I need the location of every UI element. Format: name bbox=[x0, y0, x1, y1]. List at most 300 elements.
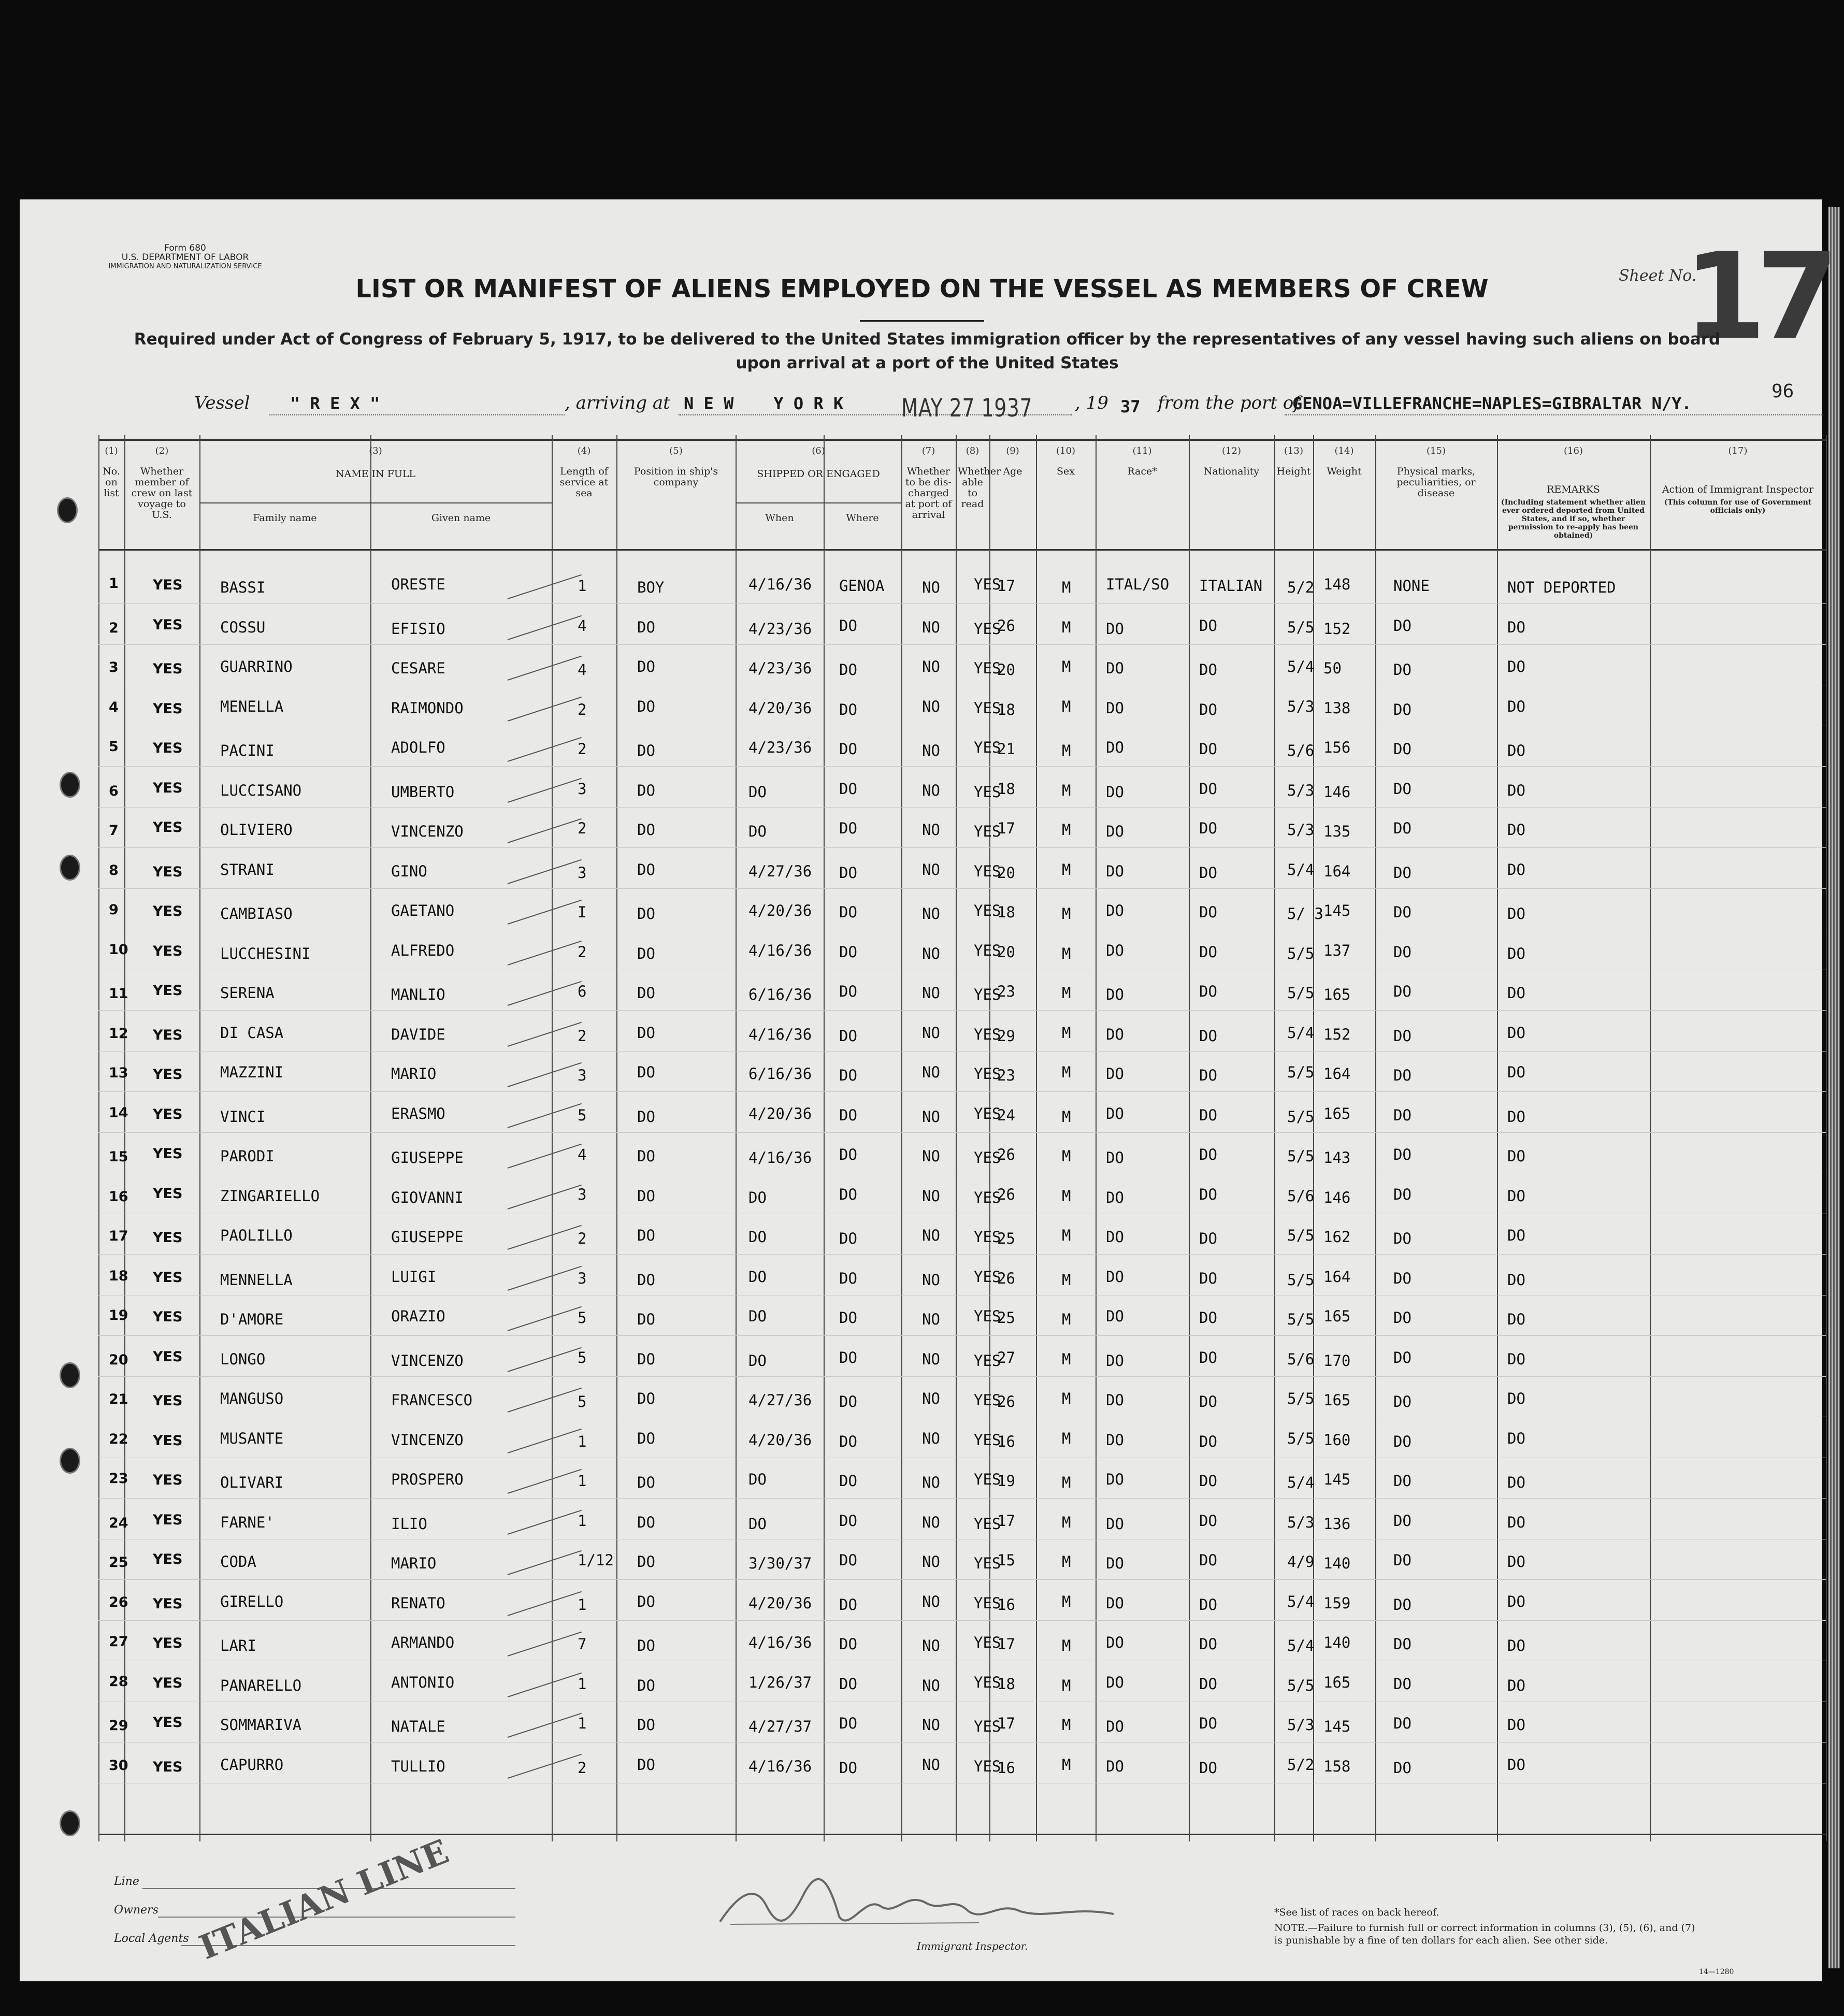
table-cell: DO bbox=[1199, 1393, 1217, 1410]
table-cell: DO bbox=[637, 860, 655, 879]
from-port-label: from the port of bbox=[1158, 393, 1300, 413]
column-header: Weight bbox=[1327, 466, 1362, 477]
table-bottom-rule bbox=[98, 1834, 1826, 1835]
table-cell: CAMBIASO bbox=[220, 905, 293, 923]
table-cell: YES bbox=[974, 1228, 1001, 1246]
column-header: REMARKS bbox=[1547, 484, 1600, 495]
table-cell: M bbox=[1062, 1553, 1071, 1571]
table-cell: YES bbox=[974, 1391, 1001, 1409]
table-cell: DO bbox=[1106, 1188, 1124, 1206]
table-cell: DO bbox=[839, 1106, 857, 1124]
table-cell: YES bbox=[153, 740, 183, 756]
check-mark bbox=[508, 574, 582, 599]
table-cell: DO bbox=[1199, 1067, 1217, 1084]
table-cell: 23 bbox=[997, 1067, 1015, 1084]
table-cell: NATALE bbox=[391, 1718, 445, 1735]
line-label: Line bbox=[114, 1875, 139, 1888]
table-cell: DO bbox=[839, 1230, 857, 1247]
table-cell: DO bbox=[1393, 1675, 1411, 1693]
table-cell: DO bbox=[1393, 943, 1411, 961]
check-mark bbox=[508, 615, 582, 640]
column-header: Whether to be dis-charged at port of arrival bbox=[905, 466, 952, 521]
table-cell: 18 bbox=[997, 903, 1015, 921]
table-cell: ZINGARIELLO bbox=[220, 1187, 320, 1205]
form-identifier bbox=[96, 243, 275, 277]
table-cell: DO bbox=[637, 1592, 655, 1610]
table-cell: YES bbox=[153, 1106, 183, 1122]
table-cell: YES bbox=[974, 699, 1001, 717]
column-number: (6) bbox=[812, 445, 825, 456]
table-cell: 2 bbox=[578, 740, 587, 758]
italian-line-stamp: ITALIAN LINE bbox=[194, 1832, 454, 1968]
table-cell: YES bbox=[153, 1472, 183, 1488]
table-cell: DO bbox=[839, 1595, 857, 1614]
table-cell: 26 bbox=[997, 616, 1015, 635]
table-cell: DO bbox=[839, 943, 857, 961]
table-cell: 5/3 bbox=[1287, 1716, 1315, 1734]
table-cell: DO bbox=[1393, 1027, 1411, 1045]
table-cell: ORESTE bbox=[391, 575, 445, 593]
service-name: IMMIGRATION AND NATURALIZATION SERVICE bbox=[108, 263, 262, 270]
table-cell: 3 bbox=[578, 863, 587, 882]
table-cell: DO bbox=[1393, 1635, 1411, 1653]
sheet-number: 17 bbox=[1683, 228, 1829, 366]
table-cell: M bbox=[1062, 1024, 1071, 1042]
column-divider bbox=[1826, 435, 1827, 1841]
table-cell: NO bbox=[922, 821, 940, 839]
check-mark bbox=[508, 1306, 582, 1331]
table-cell: DO bbox=[1507, 1637, 1525, 1654]
table-cell: DO bbox=[839, 700, 857, 718]
table-cell: ERASMO bbox=[391, 1104, 445, 1122]
table-cell: 15 bbox=[997, 1551, 1015, 1569]
vessel-name: " R E X " bbox=[290, 394, 380, 413]
table-cell: DO bbox=[1393, 780, 1411, 798]
check-mark bbox=[508, 1713, 582, 1738]
table-cell: M bbox=[1062, 1716, 1071, 1734]
table-cell: ORAZIO bbox=[391, 1307, 445, 1325]
table-cell: YES bbox=[153, 819, 183, 836]
penalty-note: NOTE.—Failure to furnish full or correct information in columns (3), (5), (6), and (7) is punishable by a fine of ten dollars for each alien. See other side. bbox=[1274, 1922, 1695, 1946]
table-cell: I bbox=[578, 903, 587, 921]
table-row bbox=[98, 1498, 1826, 1499]
table-cell: YES bbox=[153, 1759, 183, 1775]
header-bottom-rule bbox=[98, 549, 1826, 551]
column-divider bbox=[616, 435, 617, 1841]
department-name: U.S. DEPARTMENT OF LABOR bbox=[121, 252, 249, 263]
table-row bbox=[98, 1254, 1826, 1255]
table-cell: 21 bbox=[997, 740, 1015, 758]
column-divider bbox=[1096, 435, 1097, 1841]
table-cell: 158 bbox=[1323, 1757, 1351, 1775]
table-cell: 30 bbox=[109, 1757, 128, 1774]
table-cell: 5/5 bbox=[1287, 1271, 1315, 1289]
check-mark bbox=[508, 900, 582, 925]
table-cell: EFISIO bbox=[391, 620, 445, 638]
table-cell: DO bbox=[748, 783, 767, 801]
table-cell: NO bbox=[922, 1513, 940, 1531]
table-cell: DO bbox=[1199, 1027, 1217, 1045]
table-cell: CESARE bbox=[391, 659, 445, 677]
table-cell: 3 bbox=[578, 1269, 587, 1287]
table-cell: 17 bbox=[109, 1228, 128, 1244]
table-cell: M bbox=[1062, 1390, 1071, 1407]
column-number: (5) bbox=[669, 445, 683, 456]
table-cell: PAOLILLO bbox=[220, 1227, 293, 1244]
check-mark bbox=[508, 1550, 582, 1575]
table-cell: NO bbox=[922, 781, 940, 799]
year-label: , 19 bbox=[1075, 393, 1108, 413]
table-cell: YES bbox=[153, 1511, 183, 1528]
table-cell: 4/16/36 bbox=[748, 1025, 812, 1043]
column-divider bbox=[1375, 435, 1376, 1841]
table-cell: ILIO bbox=[391, 1515, 427, 1533]
column-header: Race* bbox=[1127, 466, 1157, 477]
table-cell: DO bbox=[1199, 1759, 1217, 1777]
table-cell: DO bbox=[1199, 1675, 1217, 1693]
table-cell: 136 bbox=[1323, 1515, 1351, 1533]
table-cell: DO bbox=[748, 1268, 767, 1286]
table-cell: 21 bbox=[109, 1391, 128, 1407]
table-cell: NO bbox=[922, 1350, 940, 1368]
table-cell: DO bbox=[1393, 1551, 1411, 1569]
table-cell: 16 bbox=[109, 1188, 128, 1205]
table-cell: DO bbox=[637, 1513, 655, 1531]
column-number: (9) bbox=[1006, 445, 1019, 456]
table-cell: DO bbox=[1507, 1553, 1525, 1571]
table-cell: DO bbox=[1199, 740, 1217, 758]
table-cell: DO bbox=[637, 658, 655, 675]
table-cell: DO bbox=[1393, 903, 1411, 921]
table-cell: DO bbox=[1199, 1551, 1217, 1569]
table-cell: 5/3 bbox=[1287, 821, 1315, 839]
table-cell: DO bbox=[637, 1755, 655, 1774]
page-stack-edge bbox=[1828, 207, 1840, 1968]
check-mark bbox=[508, 1388, 582, 1413]
table-cell: 5 bbox=[578, 1106, 587, 1124]
owners-underline bbox=[158, 1917, 515, 1918]
table-cell: DO bbox=[1106, 941, 1124, 959]
table-cell: 17 bbox=[997, 1715, 1015, 1732]
table-cell: YES bbox=[974, 1351, 1001, 1370]
table-cell: YES bbox=[974, 823, 1001, 840]
table-cell: BOY bbox=[637, 579, 665, 596]
table-cell: DO bbox=[1106, 1431, 1124, 1449]
table-cell: 4/9 bbox=[1287, 1553, 1315, 1571]
column-number: (4) bbox=[577, 445, 591, 456]
column-note: (Including statement whether alien ever ordered deported from United States, and if so, whether permission to re-apply has been obtained) bbox=[1501, 498, 1646, 540]
table-cell: DO bbox=[1393, 1759, 1411, 1777]
table-cell: 5/3 bbox=[1287, 697, 1315, 715]
table-cell: M bbox=[1062, 781, 1071, 799]
column-header: Whether member of crew on last voyage to U.S. bbox=[131, 466, 193, 521]
table-cell: NO bbox=[922, 860, 940, 879]
table-cell: DO bbox=[1507, 860, 1525, 879]
table-cell: DI CASA bbox=[220, 1024, 284, 1042]
table-cell: 4 bbox=[578, 661, 587, 679]
table-cell: GIUSEPPE bbox=[391, 1149, 464, 1167]
table-cell: YES bbox=[153, 1675, 183, 1691]
table-cell: YES bbox=[153, 1348, 183, 1365]
column-divider bbox=[552, 435, 553, 1841]
table-cell: 16 bbox=[997, 1595, 1015, 1614]
table-cell: 140 bbox=[1323, 1634, 1351, 1651]
table-cell: YES bbox=[974, 1594, 1001, 1612]
table-cell: VINCENZO bbox=[391, 823, 464, 840]
table-cell: YES bbox=[153, 1146, 183, 1162]
table-cell: DO bbox=[839, 1759, 857, 1777]
table-cell: GINO bbox=[391, 862, 427, 880]
table-cell: DO bbox=[1199, 1511, 1217, 1530]
table-cell: DO bbox=[637, 984, 655, 1002]
table-cell: NO bbox=[922, 742, 940, 759]
check-mark bbox=[508, 777, 582, 802]
check-mark bbox=[508, 1753, 582, 1778]
table-cell: DO bbox=[839, 1472, 857, 1490]
column-subheader: When bbox=[765, 512, 794, 524]
check-mark bbox=[508, 1347, 582, 1372]
table-cell: 18 bbox=[109, 1268, 128, 1284]
table-cell: YES bbox=[974, 739, 1001, 756]
table-cell: DO bbox=[637, 1676, 655, 1694]
table-cell: DO bbox=[637, 1107, 655, 1126]
table-cell: DO bbox=[1106, 902, 1124, 919]
table-cell: DO bbox=[1199, 983, 1217, 1000]
table-cell: M bbox=[1062, 1063, 1071, 1081]
table-cell: 6/16/36 bbox=[748, 986, 812, 1003]
table-cell: 18 bbox=[997, 780, 1015, 798]
table-cell: DO bbox=[1507, 1429, 1525, 1447]
table-cell: M bbox=[1062, 1513, 1071, 1531]
table-cell: DO bbox=[1199, 1348, 1217, 1366]
table-cell: DO bbox=[637, 905, 655, 923]
table-cell: 7 bbox=[109, 823, 119, 839]
table-cell: DO bbox=[1507, 697, 1525, 715]
column-divider bbox=[370, 435, 371, 1841]
table-cell: 19 bbox=[997, 1472, 1015, 1490]
table-cell: M bbox=[1062, 1637, 1071, 1654]
table-cell: 5/4 bbox=[1287, 1592, 1315, 1610]
table-cell: DO bbox=[839, 1393, 857, 1410]
table-cell: DO bbox=[637, 1350, 655, 1368]
table-cell: M bbox=[1062, 742, 1071, 759]
table-cell: 164 bbox=[1323, 1065, 1351, 1083]
table-cell: ADOLFO bbox=[391, 739, 445, 756]
table-cell: DO bbox=[1199, 700, 1217, 718]
table-cell: 145 bbox=[1323, 902, 1351, 919]
table-cell: 14 bbox=[109, 1104, 128, 1121]
table-cell: CODA bbox=[220, 1553, 256, 1571]
table-cell: 5/5 bbox=[1287, 1107, 1315, 1126]
table-cell: DO bbox=[637, 1024, 655, 1042]
table-cell: DO bbox=[1106, 699, 1124, 717]
table-cell: 146 bbox=[1323, 783, 1351, 801]
table-cell: 5/5 bbox=[1287, 1429, 1315, 1447]
table-cell: DO bbox=[637, 1716, 655, 1734]
table-cell: YES bbox=[153, 1715, 183, 1731]
table-cell: VINCENZO bbox=[391, 1431, 464, 1449]
table-cell: DO bbox=[1199, 616, 1217, 635]
table-cell: 10 bbox=[109, 941, 128, 958]
table-cell: SERENA bbox=[220, 984, 275, 1002]
table-cell: 5/ 3 bbox=[1287, 905, 1323, 923]
column-divider bbox=[1497, 435, 1498, 1841]
table-cell: DO bbox=[1106, 1471, 1124, 1488]
table-cell: 2 bbox=[578, 1759, 587, 1777]
table-cell: 18 bbox=[997, 1675, 1015, 1693]
table-cell: DO bbox=[1507, 1676, 1525, 1694]
inspector-label: Immigrant Inspector. bbox=[917, 1940, 1028, 1952]
table-cell: 15 bbox=[109, 1149, 128, 1165]
table-row bbox=[98, 1376, 1826, 1377]
column-number: (7) bbox=[921, 445, 935, 456]
table-cell: DO bbox=[1507, 658, 1525, 675]
table-cell: 145 bbox=[1323, 1471, 1351, 1488]
check-mark bbox=[508, 1062, 582, 1087]
table-row bbox=[98, 1091, 1826, 1092]
table-cell: 16 bbox=[997, 1759, 1015, 1777]
table-cell: NO bbox=[922, 905, 940, 923]
table-cell: BASSI bbox=[220, 579, 266, 596]
table-cell: 20 bbox=[997, 863, 1015, 882]
table-cell: 4/20/36 bbox=[748, 1104, 812, 1122]
table-cell: DO bbox=[1393, 1067, 1411, 1084]
table-cell: DO bbox=[637, 1637, 655, 1654]
table-cell: 4 bbox=[578, 616, 587, 635]
table-cell: NO bbox=[922, 697, 940, 715]
table-cell: DO bbox=[637, 944, 655, 962]
table-cell: DO bbox=[1106, 1307, 1124, 1325]
table-cell: DO bbox=[637, 1553, 655, 1571]
table-cell: DO bbox=[1507, 1390, 1525, 1407]
table-cell: 4/16/36 bbox=[748, 1757, 812, 1775]
table-cell: TULLIO bbox=[391, 1757, 445, 1775]
table-cell: DO bbox=[1393, 616, 1411, 635]
table-cell: YES bbox=[974, 1188, 1001, 1206]
table-cell: 3 bbox=[578, 1067, 587, 1084]
table-cell: YES bbox=[974, 575, 1001, 593]
table-cell: MANGUSO bbox=[220, 1390, 284, 1407]
table-cell: DO bbox=[1393, 1106, 1411, 1124]
table-cell: 8 bbox=[109, 862, 119, 879]
table-cell: DO bbox=[1106, 1554, 1124, 1572]
table-cell: M bbox=[1062, 1474, 1071, 1491]
column-number: (14) bbox=[1334, 445, 1354, 456]
agents-label: Local Agents bbox=[114, 1932, 189, 1945]
table-cell: 5/3 bbox=[1287, 781, 1315, 799]
table-cell: DO bbox=[1393, 983, 1411, 1000]
table-cell: DO bbox=[1106, 1149, 1124, 1167]
table-cell: 5/5 bbox=[1287, 1390, 1315, 1407]
table-cell: PACINI bbox=[220, 742, 275, 759]
table-cell: GIOVANNI bbox=[391, 1188, 464, 1206]
check-mark bbox=[508, 1021, 582, 1046]
table-cell: YES bbox=[974, 783, 1001, 801]
table-row bbox=[98, 888, 1826, 889]
year-value: 37 bbox=[1120, 397, 1141, 416]
column-note: (This column for use of Government officials only) bbox=[1664, 498, 1812, 515]
check-mark bbox=[508, 696, 582, 721]
table-cell: 165 bbox=[1323, 1391, 1351, 1409]
table-cell: DO bbox=[1507, 1755, 1525, 1774]
table-cell: M bbox=[1062, 984, 1071, 1002]
table-cell: DO bbox=[1507, 618, 1525, 636]
table-cell: DO bbox=[637, 742, 655, 759]
table-cell: NO bbox=[922, 1227, 940, 1244]
table-cell: MARIO bbox=[391, 1554, 437, 1572]
table-cell: GENOA bbox=[839, 577, 885, 595]
table-cell: 2 bbox=[578, 943, 587, 961]
corner-number: 96 bbox=[1771, 381, 1794, 402]
table-cell: M bbox=[1062, 821, 1071, 839]
table-cell: DO bbox=[1393, 819, 1411, 837]
table-cell: DO bbox=[748, 1351, 767, 1370]
table-cell: 3/30/37 bbox=[748, 1554, 812, 1572]
table-cell: 2 bbox=[578, 700, 587, 718]
table-cell: DO bbox=[1199, 819, 1217, 837]
table-cell: MUSANTE bbox=[220, 1429, 284, 1447]
table-cell: 23 bbox=[109, 1471, 128, 1487]
check-mark bbox=[508, 1672, 582, 1697]
subheader-rule bbox=[199, 502, 552, 503]
table-cell: 5/6 bbox=[1287, 742, 1315, 759]
table-cell: LARI bbox=[220, 1637, 256, 1654]
table-cell: 5/6 bbox=[1287, 1187, 1315, 1205]
table-cell: YES bbox=[153, 1230, 183, 1246]
races-note: *See list of races on back hereof. bbox=[1274, 1907, 1439, 1918]
table-cell: FARNE' bbox=[220, 1513, 275, 1531]
check-mark bbox=[508, 1184, 582, 1209]
table-cell: 26 bbox=[997, 1185, 1015, 1203]
table-cell: GIRELLO bbox=[220, 1592, 284, 1610]
table-cell: YES bbox=[153, 780, 183, 796]
table-cell: 5/4 bbox=[1287, 1474, 1315, 1491]
table-cell: M bbox=[1062, 1227, 1071, 1244]
table-cell: 1 bbox=[109, 575, 119, 592]
table-cell: 2 bbox=[109, 620, 119, 636]
table-cell: NO bbox=[922, 1429, 940, 1447]
table-cell: DO bbox=[839, 1185, 857, 1203]
table-cell: DO bbox=[1199, 780, 1217, 798]
table-cell: 6 bbox=[578, 983, 587, 1000]
table-cell: NO bbox=[922, 1474, 940, 1491]
table-cell: 20 bbox=[997, 943, 1015, 961]
column-divider bbox=[901, 435, 902, 1841]
table-cell: YES bbox=[974, 1307, 1001, 1325]
table-cell: DO bbox=[1507, 1187, 1525, 1205]
table-cell: DO bbox=[1199, 1309, 1217, 1327]
arriving-port: N E W Y O R K bbox=[684, 394, 844, 413]
table-cell: DO bbox=[637, 1063, 655, 1081]
table-cell: M bbox=[1062, 579, 1071, 596]
table-cell: M bbox=[1062, 1676, 1071, 1694]
table-cell: 5/5 bbox=[1287, 1311, 1315, 1328]
table-cell: DO bbox=[1507, 1107, 1525, 1126]
table-cell: 148 bbox=[1323, 575, 1351, 593]
table-cell: YES bbox=[974, 1554, 1001, 1572]
table-cell: 1/12 bbox=[578, 1551, 614, 1569]
table-cell: NO bbox=[922, 1271, 940, 1289]
table-cell: DO bbox=[1393, 1348, 1411, 1366]
table-cell: 4/20/36 bbox=[748, 1431, 812, 1449]
table-cell: 137 bbox=[1323, 941, 1351, 959]
table-row bbox=[98, 1010, 1826, 1011]
table-cell: DO bbox=[1199, 1185, 1217, 1203]
table-cell: 140 bbox=[1323, 1554, 1351, 1572]
table-cell: 12 bbox=[109, 1025, 128, 1042]
subheader-rule bbox=[736, 502, 901, 503]
table-cell: DO bbox=[839, 1511, 857, 1530]
